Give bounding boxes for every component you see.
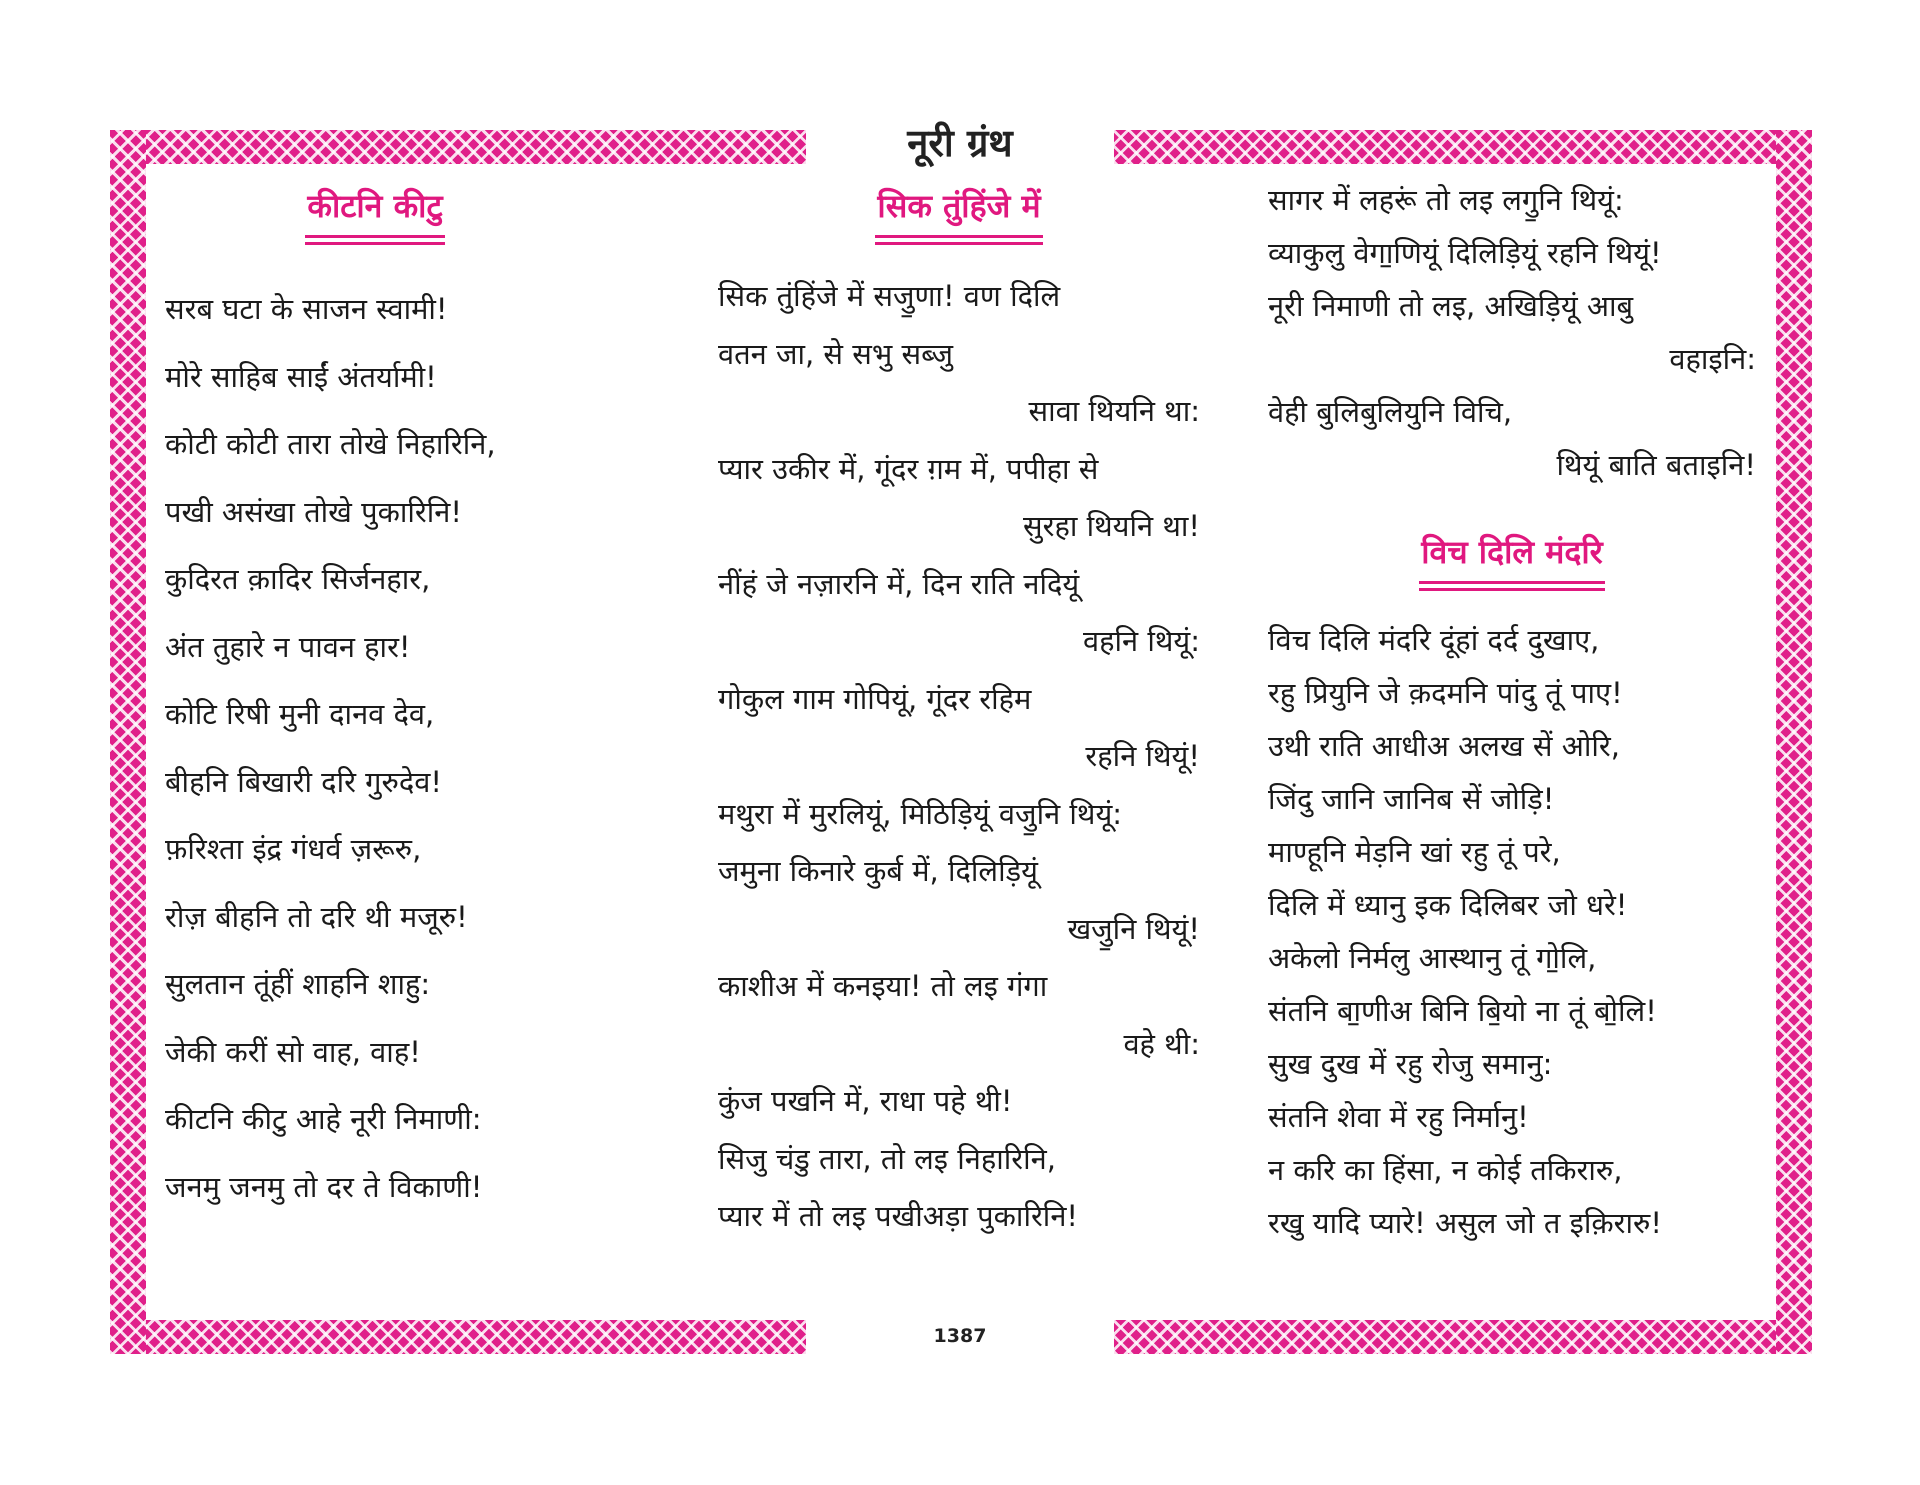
verse-list	[1268, 174, 1756, 492]
verse-line: व्याकुलु वेगा॒णियूं दिलिड़ियूं रहनि थियूं!	[1268, 236, 1662, 270]
verse-line: मोरे साहिब साईं अंतर्यामी!	[165, 359, 437, 394]
verse-line: सिक तुंहिंजे में सजु॒णा! वण दिलि	[718, 279, 1061, 313]
border-bottom-left	[110, 1320, 806, 1354]
poem-heading-text: विच दिलि मंदरि	[1419, 530, 1604, 584]
verse-line: अकेलो निर्मलु आस्थानु तूं गो॒लि,	[1268, 941, 1597, 975]
verse-line: न करि का हिंसा, न कोई तकिरारु,	[1268, 1153, 1623, 1187]
verse-line: विच दिलि मंदरि दूंहां दर्द दुखाए,	[1268, 623, 1600, 657]
verse-list	[165, 276, 585, 1221]
verse-line: सुख दुख में रहु रोजु समानु:	[1268, 1047, 1553, 1081]
verse-line: वेही बुलिबुलियुनि विचि,	[1268, 395, 1513, 429]
verse-line: नींहं जे नज़ारनि में, दिन राति नदियूं	[718, 566, 1080, 601]
verse-line: खजु॒नि थियूं!	[1067, 911, 1200, 946]
verse-line: कोटी कोटी तारा तोखे निहारिनि,	[165, 427, 496, 461]
poem-heading-text: सिक तुंहिंजे में	[875, 184, 1042, 238]
verse-line: काशीअ में कनइया! तो लइ गंगा	[718, 969, 1048, 1003]
verse-line: वहाइनि:	[1669, 342, 1756, 376]
border-right	[1776, 130, 1812, 1354]
verse-line: संतनि बा॒णीअ बिनि बि॒यो ना तूं बो॒लि!	[1268, 994, 1657, 1028]
verse-line: कोटि रिषी मुनी दानव देव,	[165, 697, 435, 731]
verse-line: संतनि शेवा में रहु निर्मानु!	[1268, 1100, 1529, 1134]
verse-line: रोज़ बीहनि तो दरि थी मजूरु!	[165, 899, 468, 934]
verse-line: वतन जा, से सभु सब्जु	[718, 336, 953, 371]
verse-line: सागर में लहरूं तो लइ लगु॒नि थियूं:	[1268, 183, 1624, 217]
verse-line: सुलतान तूंहीं शाहनि शाहु:	[165, 967, 431, 1001]
verse-line: उथी राति आधीअ अलख सें ओरि,	[1268, 729, 1620, 763]
poem-column-3	[1268, 180, 1756, 1250]
verse-line: रखु यादि प्यारे! असुल जो त इक़िरारु!	[1268, 1206, 1663, 1240]
border-top-right	[1114, 130, 1812, 164]
verse-line: रहु प्रियुनि जे क़दमनि पांदु तूं पाए!	[1268, 676, 1623, 710]
book-title: नूरी ग्रंथ	[907, 121, 1013, 165]
verse-line: कुंज पखनि में, राधा पहे थी!	[718, 1084, 1013, 1118]
verse-line: थियूं बाति बताइनि!	[1556, 448, 1756, 482]
verse-line: कुदिरत क़ादिर सिर्जनहार,	[165, 562, 431, 596]
verse-line: सरब घटा के साजन स्वामी!	[165, 292, 448, 326]
verse-list	[1268, 614, 1756, 1250]
verse-line: वहनि थियूं:	[1083, 624, 1200, 658]
poem-heading-text: कीटनि कीटु	[305, 184, 444, 238]
verse-line: गोकुल गाम गोपियूं, गूंदर रहिम	[718, 681, 1032, 716]
verse-line: जिंदु जानि जानिब सें जोड़ि!	[1268, 782, 1555, 816]
verse-line: सिजु चंडु तारा, तो लइ निहारिनि,	[718, 1141, 1056, 1176]
verse-line: कीटनि कीटु आहे नूरी निमाणी:	[165, 1102, 482, 1136]
verse-line: पखी असंखा तोखे पुकारिनि!	[165, 494, 462, 529]
verse-line: सुरहा थियनि था!	[1023, 509, 1200, 543]
verse-line: बीहनि बिखारी दरि गुरुदेव!	[165, 764, 442, 799]
verse-list	[718, 268, 1200, 1246]
verse-line: जेकी करीं सो वाह, वाह!	[165, 1034, 421, 1069]
poem-column-1	[165, 180, 585, 1221]
border-left	[110, 130, 146, 1354]
page-number: 1387	[933, 1325, 987, 1347]
poem-heading	[1268, 530, 1756, 584]
border-bottom-right	[1114, 1320, 1812, 1354]
poem-heading	[165, 184, 585, 238]
border-top-left	[110, 130, 806, 164]
verse-line: प्यार में तो लइ पखीअड़ा पुकारिनि!	[718, 1199, 1079, 1233]
verse-line: अंत तुहारे न पावन हार!	[165, 629, 411, 664]
verse-line: जमुना किनारे कुर्ब में, दिलिड़ियूं	[718, 854, 1038, 888]
verse-line: फ़रिश्ता इंद्र गंधर्व ज़रूरु,	[165, 832, 422, 866]
verse-line: सावा थियनि था:	[1028, 394, 1200, 428]
verse-line: दिलि में ध्यानु इक दिलिबर जो धरे!	[1268, 888, 1628, 922]
verse-line: प्यार उकीर में, गूंदर ग़म में, पपीहा से	[718, 451, 1099, 486]
poem-column-2	[718, 180, 1200, 1246]
verse-line: मथुरा में मुरलियूं, मिठिड़ियूं वजु॒नि थियूं:	[718, 796, 1123, 831]
verse-line: रहनि थियूं!	[1085, 739, 1200, 773]
verse-line: जनमु जनमु तो दर ते विकाणी!	[165, 1169, 483, 1204]
poem-heading	[718, 184, 1200, 238]
verse-line: वहे थी:	[1123, 1026, 1200, 1061]
verse-line: माण्हूनि मेड़नि खां रहु तूं परे,	[1268, 835, 1561, 869]
verse-line: नूरी निमाणी तो लइ, अखिड़ियूं आबु	[1268, 289, 1634, 323]
